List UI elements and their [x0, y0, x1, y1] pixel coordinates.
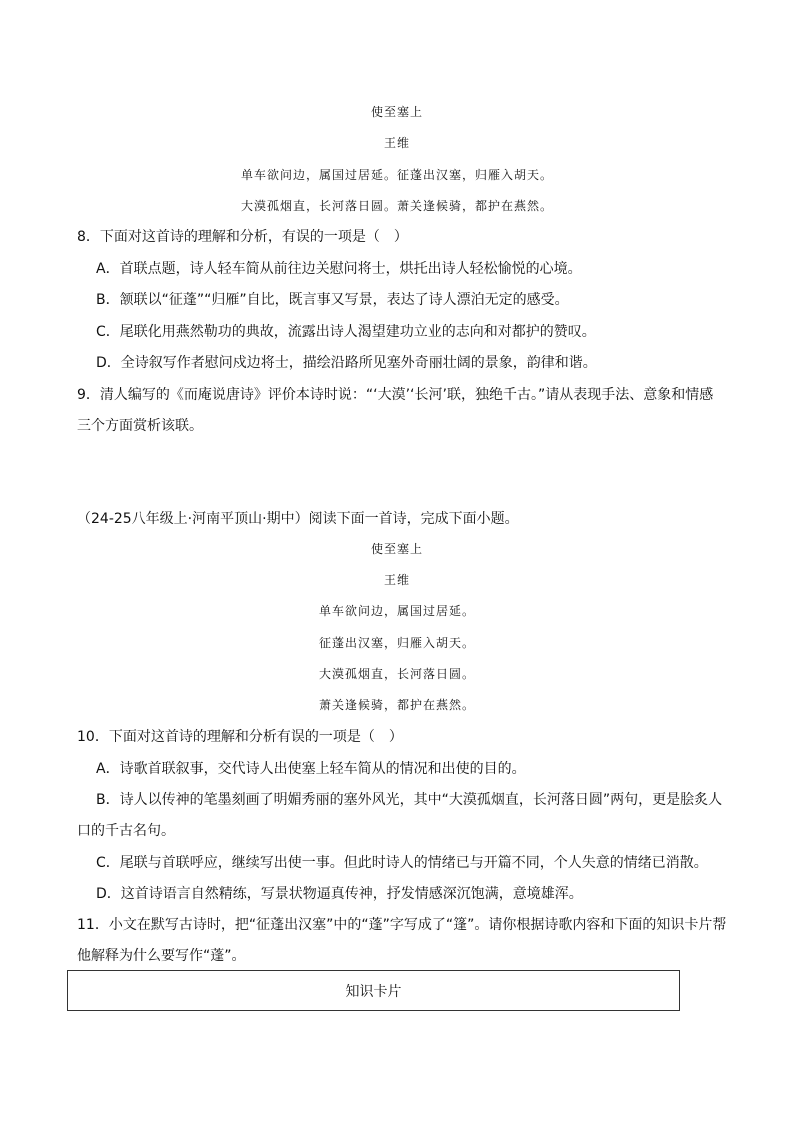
question-10-option-b-continued: 口的千古名句。	[77, 823, 175, 839]
poem1-author: 王维	[383, 136, 410, 150]
question-9-line-1: 9．清人编写的《而庵说唐诗》评价本诗时说：“‘大漠’‘长河’联，独绝千古。”请从表现手法、意象和情感	[77, 387, 714, 403]
section-2-source: （24-25八年级上·河南平顶山·期中）阅读下面一首诗，完成下面小题。	[77, 511, 519, 527]
poem1-title: 使至塞上	[370, 105, 423, 119]
poem2-line-4: 萧关逢候骑，都护在燕然。	[318, 698, 475, 712]
question-8-stem: 8．下面对这首诗的理解和分析，有误的一项是（ ）	[77, 229, 408, 245]
question-8-option-b: B．颔联以“征蓬”“归雁”自比，既言事又写景，表达了诗人漂泊无定的感受。	[96, 292, 569, 308]
poem2-author: 王维	[383, 573, 410, 587]
question-10-option-b: B．诗人以传神的笔墨刻画了明媚秀丽的塞外风光，其中“大漠孤烟直，长河落日圆”两句，更是脍炙人	[96, 792, 723, 808]
question-10-option-d: D．这首诗语言自然精练，写景状物逼真传神，抒发情感深沉饱满，意境雄浑。	[96, 886, 583, 902]
question-11-line-2: 他解释为什么要写作“蓬”。	[77, 948, 246, 964]
poem2-line-3: 大漠孤烟直，长河落日圆。	[318, 667, 475, 681]
question-10-stem: 10．下面对这首诗的理解和分析有误的一项是（ ）	[77, 729, 403, 745]
poem2-title: 使至塞上	[370, 542, 423, 556]
poem1-line-1: 单车欲问边，属国过居延。征蓬出汉塞，归雁入胡天。	[240, 168, 553, 182]
question-9-line-2: 三个方面赏析该联。	[77, 418, 203, 434]
question-8-option-c: C．尾联化用燕然勒功的典故，流露出诗人渴望建功立业的志向和对都护的赞叹。	[96, 324, 596, 340]
poem2-line-1: 单车欲问边，属国过居延。	[318, 604, 475, 618]
poem2-line-2: 征蓬出汉塞，归雁入胡天。	[318, 636, 475, 650]
question-10-option-a: A．诗歌首联叙事，交代诗人出使塞上轻车简从的情况和出使的目的。	[96, 761, 526, 777]
poem1-line-2: 大漠孤烟直，长河落日圆。萧关逢候骑，都护在燕然。	[240, 199, 553, 213]
knowledge-card-title: 知识卡片	[345, 983, 402, 1000]
question-10-option-c: C．尾联与首联呼应，继续写出使一事。但此时诗人的情绪已与开篇不同，个人失意的情绪已消散。	[96, 855, 708, 871]
question-11-line-1: 11．小文在默写古诗时，把“征蓬出汉塞”中的“蓬”字写成了“篷”。请你根据诗歌内容和下面的知识卡片帮	[77, 917, 727, 933]
knowledge-card	[67, 970, 680, 1011]
question-8-option-d: D．全诗叙写作者慰问戍边将士，描绘沿路所见塞外奇丽壮阔的景象，韵律和谐。	[96, 355, 597, 371]
question-8-option-a: A．首联点题，诗人轻车简从前往边关慰问将士，烘托出诗人轻松愉悦的心境。	[96, 261, 582, 277]
